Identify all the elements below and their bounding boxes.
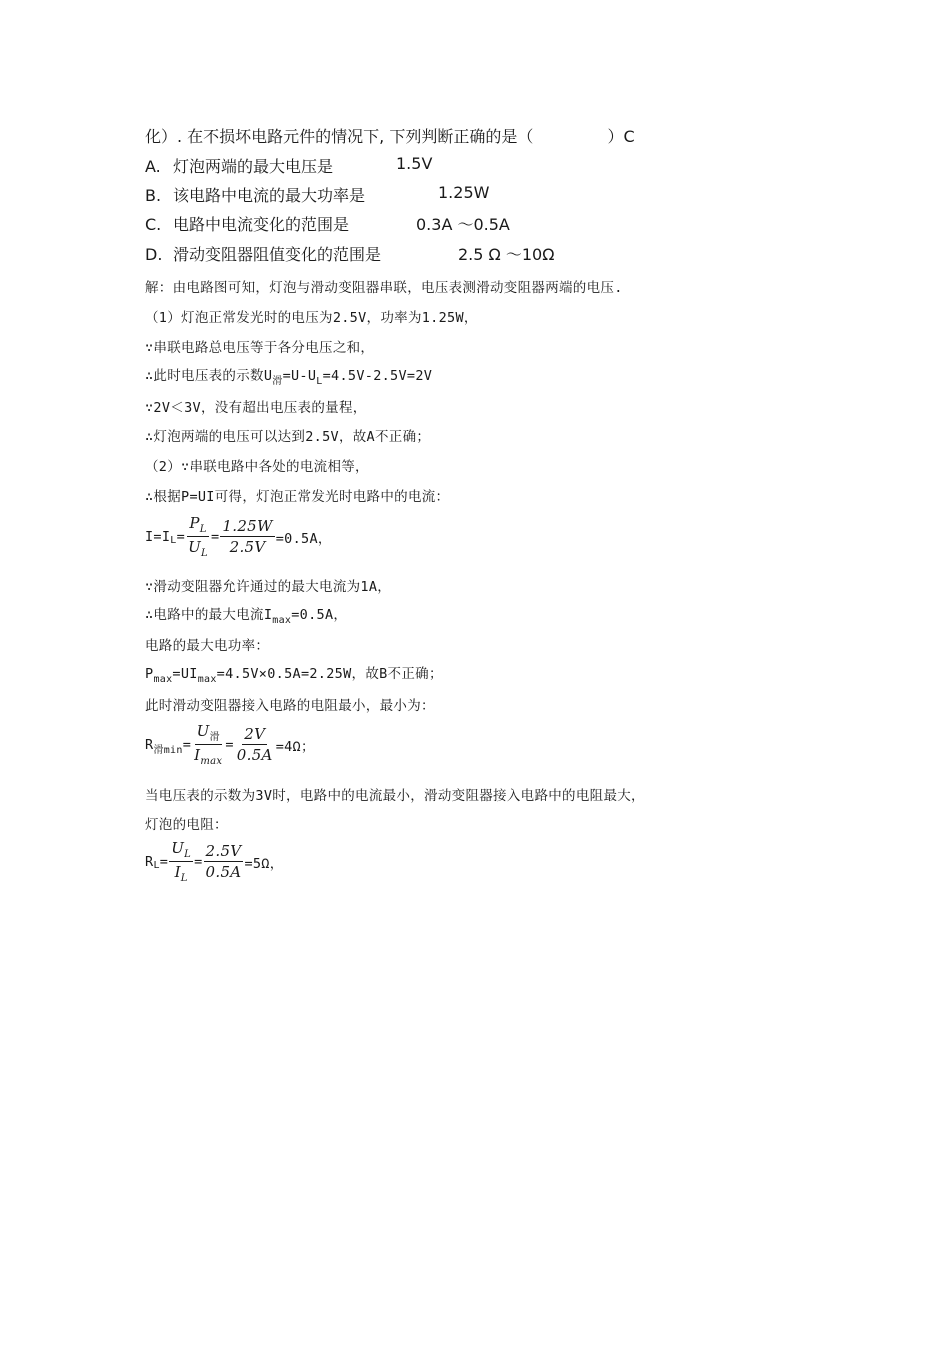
solution-line: 电路的最大电功率：: [145, 638, 270, 654]
text-run: R: [145, 853, 154, 870]
text-run: =U-U: [282, 368, 317, 384]
option-value: 1.25W: [438, 183, 490, 202]
solution-line: ∴灯泡两端的电压可以达到2.5V，故A不正确；: [145, 429, 431, 445]
subscript: L: [201, 548, 208, 559]
subscript: L: [153, 860, 160, 871]
subscript: 滑: [209, 732, 220, 743]
fraction: [186, 514, 210, 559]
formula-lamp-resistance: [145, 839, 284, 884]
denominator: 0.5A: [205, 863, 242, 881]
subscript: max: [153, 674, 173, 685]
subscript: L: [170, 535, 177, 546]
solution-line: 解：由电路图可知，灯泡与滑动变阻器串联，电压表测滑动变阻器两端的电压.: [145, 280, 623, 296]
option-letter: D.: [145, 245, 163, 264]
denominator: I: [174, 863, 181, 881]
option-value: 0.3A ～0.5A: [416, 215, 510, 234]
text-run: =5Ω，: [244, 855, 284, 872]
text-run: =4.5V×0.5A=2.25W，故B不正确；: [216, 666, 443, 682]
option-a: [145, 154, 745, 177]
option-letter: C.: [145, 215, 162, 234]
subscript: max: [200, 756, 223, 767]
fraction: [192, 722, 224, 767]
solution-line: 此时滑动变阻器接入电路的电阻最小，最小为：: [145, 698, 435, 714]
solution-line: 当电压表的示数为3V时，电路中的电流最小，滑动变阻器接入电路中的电阻最大，: [145, 788, 645, 804]
solution-line: ∴根据P=UI可得，灯泡正常发光时电路中的电流：: [145, 489, 450, 505]
option-text: 滑动变阻器阻值变化的范围是: [173, 245, 382, 264]
solution-line: 灯泡的电阻：: [145, 817, 228, 833]
text-run: =0.5A，: [275, 530, 332, 547]
option-value: 1.5V: [396, 154, 433, 173]
option-value: 2.5 Ω ～10Ω: [458, 245, 555, 264]
text-run: =0.5A，: [291, 607, 348, 623]
text-run: =: [159, 853, 169, 870]
formula-current: [145, 514, 332, 559]
fraction: [204, 842, 244, 881]
solution-line: ∵2V＜3V，没有超出电压表的量程，: [145, 400, 367, 416]
subscript: L: [316, 376, 323, 387]
solution-line: （1）灯泡正常发光时的电压为2.5V，功率为1.25W，: [145, 310, 478, 326]
option-b: [145, 183, 745, 206]
subscript: 滑min: [153, 745, 183, 756]
fraction: [235, 725, 275, 764]
text-run: P: [145, 666, 154, 682]
formula-min-resistance: [145, 722, 315, 767]
question-stem-text: 化）. 在不损坏电路元件的情况下, 下列判断正确的是（: [145, 127, 534, 146]
text-run: =: [210, 528, 220, 545]
numerator: U: [196, 722, 210, 740]
subscript: 滑: [272, 376, 283, 387]
option-text: 灯泡两端的最大电压是: [173, 157, 334, 176]
numerator: 2V: [244, 725, 266, 743]
numerator: P: [189, 514, 200, 532]
numerator: 1.25W: [222, 517, 273, 535]
solution-line: [145, 662, 443, 685]
text-run: =4.5V-2.5V=2V: [322, 368, 433, 384]
fraction: [220, 517, 274, 556]
text-run: =: [194, 853, 203, 870]
text-run: =: [176, 528, 186, 545]
numerator: 2.5V: [205, 842, 242, 860]
text-run: R: [145, 736, 154, 753]
solution-line: ∵串联电路总电压等于各分电压之和，: [145, 340, 375, 356]
subscript: L: [180, 873, 188, 884]
text-run: =4Ω；: [275, 738, 315, 755]
option-c: [145, 212, 745, 235]
subscript: max: [272, 615, 292, 626]
text-run: =: [182, 736, 192, 753]
text-run: ∴此时电压表的示数U: [145, 368, 273, 384]
option-letter: A.: [145, 157, 161, 176]
solution-line: ∵滑动变阻器允许通过的最大电流为1A，: [145, 579, 392, 595]
option-text: 电路中电流变化的范围是: [173, 215, 350, 234]
denominator: 2.5V: [229, 538, 266, 556]
denominator: I: [194, 746, 201, 764]
question-stem: [145, 124, 635, 147]
solution-line: （2）∵串联电路中各处的电流相等，: [145, 459, 369, 475]
numerator: U: [171, 839, 185, 857]
solution-line: [145, 364, 433, 387]
option-letter: B.: [145, 186, 162, 205]
option-d: [145, 242, 745, 265]
text-run: ∴电路中的最大电流I: [145, 607, 273, 623]
subscript: L: [184, 849, 192, 860]
text-run: =: [225, 736, 234, 753]
solution-line: [145, 603, 348, 626]
text-run: =UI: [172, 666, 198, 682]
option-text: 该电路中电流的最大功率是: [173, 186, 366, 205]
subscript: L: [199, 524, 207, 535]
question-answer: ）C: [607, 127, 635, 146]
text-run: I=I: [145, 528, 171, 545]
denominator: 0.5A: [236, 746, 273, 764]
fraction: [169, 839, 193, 884]
subscript: max: [197, 674, 217, 685]
denominator: U: [188, 538, 202, 556]
